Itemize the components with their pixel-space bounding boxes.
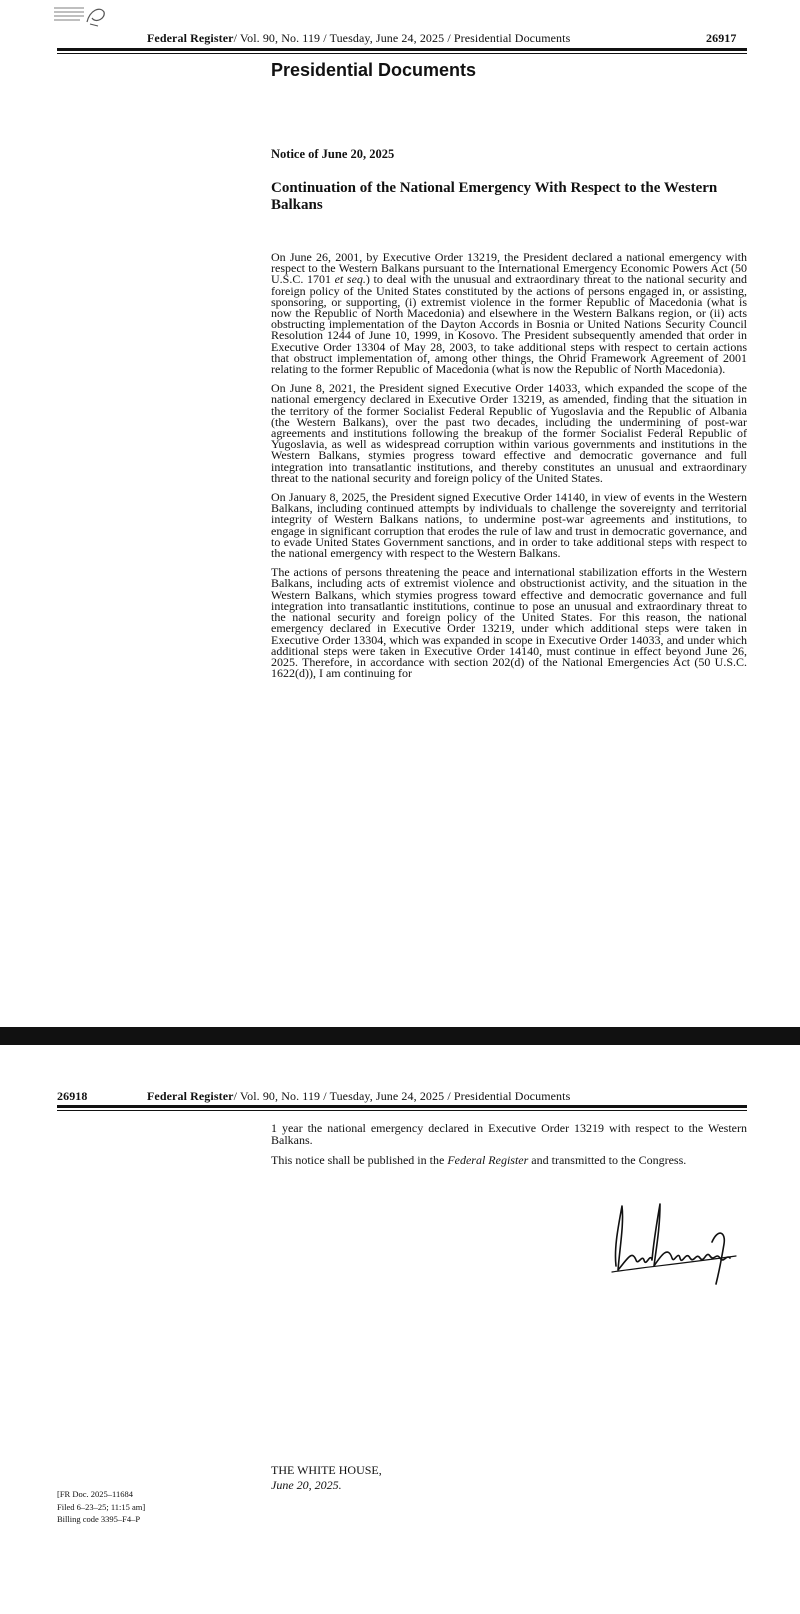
paragraph-4: The actions of persons threatening the peace and international stabilization efforts in the Western Balkans, including acts of extremist violence and obstructionist activity, and the situation in the Western Balkans, which stymies progress toward effective and democratic governance and full integration into transatlantic institutions, continue to pose an unusual and extraordinary threat to the national security and foreign policy of the United States. For this reason, the national emergency declared in Executive Order 13219, under which additional steps were taken in Executive Order 13304, which was expanded in scope in Executive Order 14033, and under which additional steps were taken in Executive Order 14140, must continue in effect beyond June 26, 2025. Therefore, in accordance with section 202(d) of the National Emergencies Act (50 U.S.C. 1622(d)), I am continuing for [271,565,747,681]
paragraph-1-text: On June 26, 2001, by Executive Order 13219, the President declared a national emergency with respect to the Western Balkans pursuant to the International Emergency Economic Powers Act (50 U.S.C. 1701 [271,250,747,287]
paragraph-3: On January 8, 2025, the President signed Executive Order 14140, in view of events in the Western Balkans, including continued attempts by individuals to challenge the sovereignty and territorial integrity of Western Balkans nations, to undermine post-war agreements and institutions, to engage in significant corruption that erodes the rule of law and trust in democratic governance, and to evade United States Government sanctions, and in order to take additional steps with respect to the national emergency with respect to the Western Balkans. [271,490,747,561]
fr-doc-filed: Filed 6–23–25; 11:15 am] [57,1501,146,1512]
notice-date: Notice of June 20, 2025 [271,147,395,161]
header-rule-thick [57,1105,747,1108]
presidential-signature [608,1198,748,1288]
header-details: / Vol. 90, No. 119 / Tuesday, June 24, 2025 / Presidential Documents [233,31,571,45]
header-rule-thick [57,48,747,51]
closing-block [271,1463,382,1493]
paragraph-6 [271,1154,747,1166]
page-number: 26918 [57,1089,88,1103]
notice-body-continued [271,1122,747,1166]
running-header [147,1089,570,1104]
header-rule-thin [57,53,747,54]
fr-doc-billing: Billing code 3395–F4–P [57,1514,141,1524]
paragraph-1 [271,252,747,375]
notice-body [271,252,747,679]
journal-name: Federal Register [147,1089,234,1103]
paragraph-6-text: This notice shall be published in the [271,1153,448,1167]
fr-doc-number: [FR Doc. 2025–11684 [57,1489,133,1499]
closing-date: June 20, 2025. [271,1478,342,1492]
closing-place: THE WHITE HOUSE, [271,1463,382,1477]
paragraph-6-text-cont: and transmitted to the Congress. [528,1153,687,1167]
running-header [147,31,570,46]
journal-name: Federal Register [147,31,234,45]
et-seq-italic: et seq. [334,272,366,287]
notice-title: Continuation of the National Emergency With Respect to the Western Balkans [271,180,718,213]
federal-register-italic: Federal Register [447,1153,529,1167]
header-rule-thin [57,1110,747,1111]
header-details: / Vol. 90, No. 119 / Tuesday, June 24, 2025 / Presidential Documents [233,1089,571,1103]
paragraph-5: 1 year the national emergency declared in Executive Order 13219 with respect to the Western Balkans. [271,1121,747,1147]
gpo-authenticated-logo [54,4,106,30]
page-number: 26917 [706,31,737,45]
section-title: Presidential Documents [271,60,477,80]
page-divider [0,1027,800,1045]
paragraph-1-text-cont: ) to deal with the unusual and extraordinary threat to the national security and foreign policy of the United States constituted by the actions of persons engaged in, or assisting, sponsoring, or supporting, (i) extremist violence in the former Republic of Macedonia (what is now the Republic of North Macedonia) and elsewhere in the Western Balkans region, or (ii) acts obstructing implementation of the Dayton Accords in Bosnia or United Nations Security Council Resolution 1244 of June 10, 1999, in Kosovo. The President subsequently amended that order in Executive Order 13304 of May 28, 2003, to take additional steps with respect to certain actions that obstruct implementation of, among other things, the Ohrid Framework Agreement of 2001 relating to the former Republic of Macedonia (what is now the Republic of North Macedonia). [271,272,747,377]
paragraph-2: On June 8, 2021, the President signed Executive Order 14033, which expanded the scope of the national emergency declared in Executive Order 13219, as amended, finding that the situation in the territory of the former Socialist Federal Republic of Yugoslavia and the Republic of Albania (the Western Balkans), over the past two decades, including the undermining of post-war agreements and institutions following the breakup of the former Socialist Federal Republic of Yugoslavia, as well as widespread corruption within various governments and institutions in the Western Balkans, stymies progress toward effective and democratic governance and full integration into transatlantic institutions, and thereby constitutes an unusual and extraordinary threat to the national security and foreign policy of the United States. [271,381,747,485]
fr-doc-block [57,1488,145,1526]
